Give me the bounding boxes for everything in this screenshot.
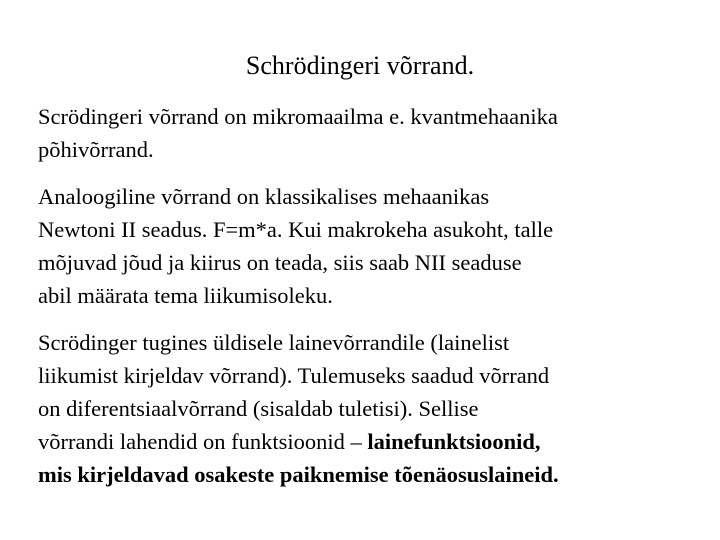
- text-line: Newtoni II seadus. F=m*a. Kui makrokeha asukoht, talle: [38, 217, 554, 242]
- emphasis-text: lainefunktsioonid,: [367, 429, 541, 454]
- text-line: Scrödinger tugines üldisele lainevõrrandile (lainelist: [38, 330, 510, 355]
- slide-body: [38, 100, 698, 491]
- paragraph-intro: [38, 100, 698, 166]
- emphasis-text: mis kirjeldavad osakeste paiknemise tõenäosuslaineid.: [38, 462, 559, 487]
- slide-title: Schrödingeri võrrand.: [245, 51, 475, 80]
- text-line: mõjuvad jõud ja kiirus on teada, siis saab NII seaduse: [38, 250, 522, 275]
- text-line: [38, 425, 698, 458]
- paragraph-analogy: [38, 180, 698, 312]
- paragraph-schrodinger: [38, 326, 698, 491]
- text-line: liikumist kirjeldav võrrand). Tulemuseks saadud võrrand: [38, 363, 550, 388]
- text-line: [38, 458, 698, 491]
- text-line: abil määrata tema liikumisoleku.: [38, 283, 333, 308]
- text-plain: võrrandi lahendid on funktsioonid –: [38, 429, 368, 454]
- text-line: põhivõrrand.: [38, 137, 154, 162]
- text-line: Scrödingeri võrrand on mikromaailma e. kvantmehaanika: [38, 104, 558, 129]
- text-line: on diferentsiaalvõrrand (sisaldab tuletisi). Sellise: [38, 396, 479, 421]
- text-line: Analoogiline võrrand on klassikalises mehaanikas: [38, 184, 490, 209]
